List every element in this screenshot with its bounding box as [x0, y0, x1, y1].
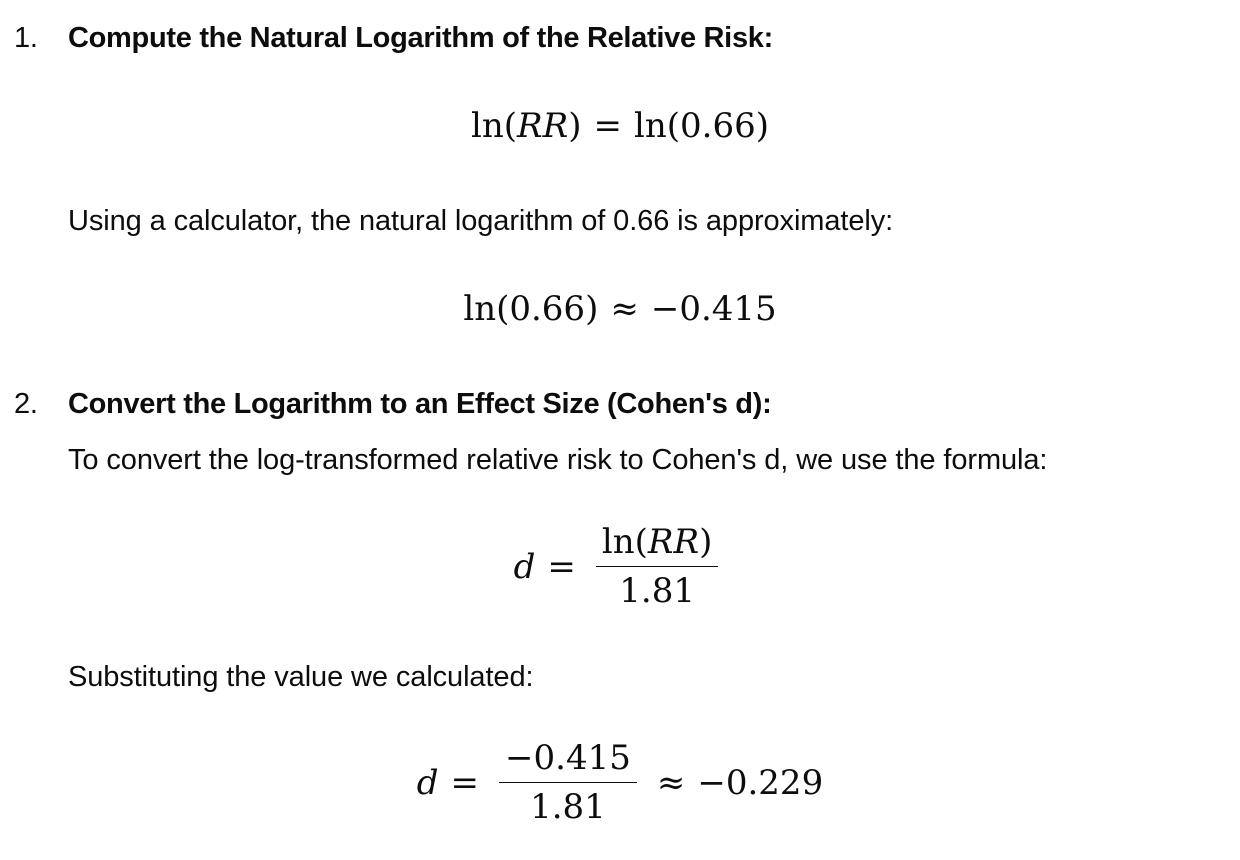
eq-ln-open: ln( — [470, 106, 518, 146]
step-1-paragraph: Using a calculator, the natural logarithm of 0.66 is approximately: — [68, 205, 894, 237]
eq-equals-sign: = — [593, 106, 622, 146]
eq-equals-sign: = — [450, 762, 480, 803]
eq-lhs: ln(0.66) — [463, 289, 599, 329]
step-2-number: 2. — [14, 388, 38, 420]
step-1-equation-ln-value — [0, 288, 1240, 330]
eq-rr-variable: RR — [517, 106, 569, 146]
step-2-heading: Convert the Logarithm to an Effect Size (Cohen's d): — [68, 388, 772, 420]
eq-approx-sign: ≈ — [610, 289, 639, 329]
eq-result: −0.229 — [697, 762, 824, 803]
eq-rhs: ln(0.66) — [634, 106, 770, 146]
step-1-heading: Compute the Natural Logarithm of the Relative Risk: — [68, 22, 773, 54]
step-2-equation-cohens-d-formula — [0, 522, 1240, 611]
eq-denominator: 1.81 — [619, 571, 695, 611]
eq-rr-variable: RR — [647, 522, 700, 562]
eq-close-paren: ) — [699, 522, 713, 562]
eq-equals-sign: = — [547, 546, 576, 587]
step-1-equation-ln-rr — [0, 105, 1240, 147]
eq-numerator: −0.415 — [499, 738, 637, 783]
step-2-equation-cohens-d-value — [0, 738, 1240, 827]
eq-ln-open: ln( — [601, 522, 648, 562]
eq-d-variable: d — [416, 762, 439, 803]
eq-close-paren: ) — [568, 106, 582, 146]
step-2-paragraph-substitution: Substituting the value we calculated: — [68, 661, 534, 693]
step-1-number: 1. — [14, 22, 38, 54]
eq-rhs: −0.415 — [650, 289, 777, 329]
eq-d-variable: d — [513, 546, 536, 587]
eq-denominator: 1.81 — [530, 787, 606, 827]
eq-fraction — [596, 522, 719, 611]
eq-approx-sign: ≈ — [656, 762, 686, 803]
eq-fraction — [499, 738, 637, 827]
step-2-paragraph-formula-intro: To convert the log-transformed relative risk to Cohen's d, we use the formula: — [68, 444, 1048, 476]
eq-numerator — [596, 522, 719, 567]
